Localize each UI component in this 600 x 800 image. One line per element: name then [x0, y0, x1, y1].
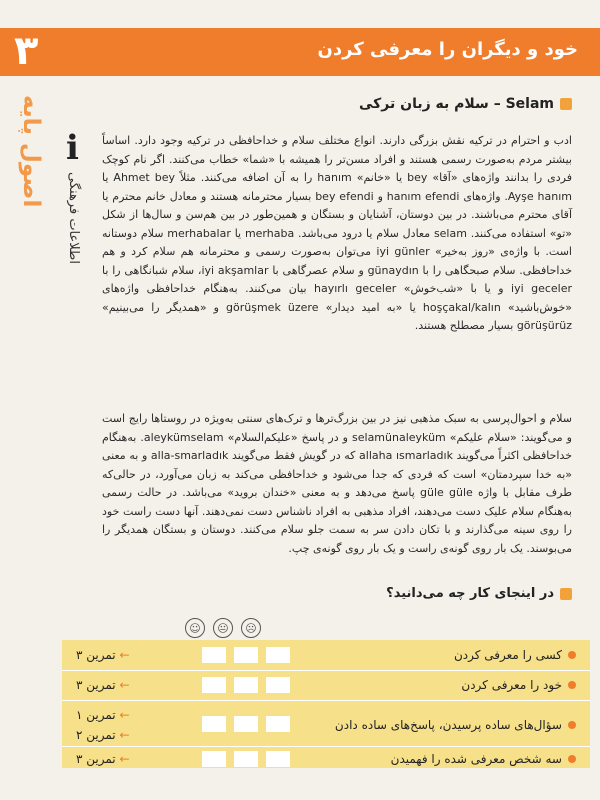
exercise-ref: ← تمرین ۳: [76, 648, 130, 662]
question-bullet-icon: [560, 588, 572, 600]
row-label: سؤال‌های ساده پرسیدن، پاسخ‌های ساده دادن: [335, 718, 576, 732]
arrow-left-icon: ←: [119, 728, 130, 742]
row-label: کسی را معرفی کردن: [454, 648, 576, 662]
row-label: خود را معرفی کردن: [461, 678, 576, 692]
chapter-title: خود و دیگران را معرفی کردن: [317, 39, 578, 60]
paragraph-2: سلام و احوال‌پرسی به سبک مذهبی نیز در بین بزرگ‌ترها و ترک‌های سنتی به‌ویژه در روستاها رایج است و می‌گویند: «سلام علیکم» selamünaleyküm و در پاسخ «علیکم‌السلام» aleykümselam. به‌هنگام خداحافظی اکثراً می‌گویند allaha ısmarladık که در گویش فقط می‌گویند alla-smarladık و به معنی «به خدا سپردمتان» است که فردی که جدا می‌شود و خداحافظی می‌کند به زبان می‌آورد، در حالی‌که طرف مقابل با واژه güle güle پاسخ می‌دهد و به معنی «خندان بروید» می‌باشد. در حالت رسمی به‌هنگام سلام علیک دست می‌دهند، افراد مذهبی به افراد ناشناس دست نمی‌دهند. آنها دست راست خود را روی سینه می‌گذارند و با تکان دادن سر به سمت جلو سلام می‌کنند. دوستان و بستگان همدیگر را می‌بوسند. یک بار روی گونه‌ی راست و یک بار روی گونه‌ی چپ.: [102, 412, 573, 555]
table-row: [62, 748, 590, 772]
arrow-left-icon: ←: [119, 678, 130, 692]
bullet-icon: [568, 651, 576, 659]
info-icon: i: [66, 128, 79, 168]
arrow-left-icon: ←: [119, 648, 130, 662]
exercise-ref: ← تمرین ۱: [76, 708, 130, 722]
rating-boxes[interactable]: [202, 751, 290, 767]
row-label: سه شخص معرفی شده را فهمیدن: [391, 752, 576, 766]
happy-face-icon: ☺: [185, 618, 205, 638]
arrow-left-icon: ←: [119, 752, 130, 766]
table-row: [62, 674, 590, 698]
sad-face-icon: ☹: [241, 618, 261, 638]
table-row: [62, 644, 590, 668]
paragraph-1: ادب و احترام در ترکیه نقش بزرگی دارند. انواع مختلف سلام و خداحافظی در ترکیه وجود دارد. اساساً بیشتر مردم به‌صورت رسمی هستند و افراد مسن‌تر را همیشه با «شما» خطاب می‌کنند. اگر نام کوچک فردی را بدانند واژه‌های «آقا» bey یا «خانم» hanım را به آن اضافه می‌کنند. مثلاً Ahmet bey یا Ayşe hanım. واژه‌های hanım efendi و bey efendi بسیار محترمانه هستند و معادل خانم محترم یا آقای محترم می‌باشند. در بین دوستان، آشنایان و بستگان و همین‌طور در بین هم‌سن و سال‌ها از شکل «تو» استفاده می‌کنند. selam معادل سلام یا درود می‌باشد. merhaba یا merhabalar سلام دوستانه است. با واژه‌ی «روز به‌خیر» iyi günler می‌توان به‌صورت رسمی و محترمانه هم سلام کرد و هم خداحافظی. سلام صبحگاهی را با günaydın و سلام عصرگاهی با iyi akşamlar، سلام شبانگاهی را با iyi geceler و یا با «شب‌خوش» hayırlı geceler بیان می‌کنند. به‌هنگام خداحافظی واژه‌های «خوش‌باشید» hoşçakal/kalın یا «به امید دیدار» görüşmek üzere و «همدیگر را می‌بینیم» görüşürüz بسیار مصطلح هستند.: [102, 134, 573, 332]
chapter-header: [0, 28, 600, 76]
section-bullet-icon: [560, 98, 572, 110]
question-text: در اینجای کار چه می‌دانید؟: [386, 586, 554, 601]
neutral-face-icon: 😐: [213, 618, 233, 638]
exercise-ref: ← تمرین ۳: [76, 678, 130, 692]
section-title: Selam – سلام به زبان ترکی: [359, 96, 554, 112]
table-row: [62, 724, 590, 748]
bullet-icon: [568, 681, 576, 689]
self-check-table: [62, 640, 590, 768]
rating-boxes[interactable]: [202, 677, 290, 693]
exercise-ref: ← تمرین ۲: [76, 728, 130, 742]
chapter-number: ۳: [14, 28, 39, 74]
exercise-ref: ← تمرین ۳: [76, 752, 130, 766]
section-heading: [359, 96, 572, 112]
sidebar-info-label: اطلاعات فرهنگی: [66, 172, 81, 264]
arrow-left-icon: ←: [119, 708, 130, 722]
rating-boxes[interactable]: [202, 647, 290, 663]
self-check-question: [386, 586, 572, 601]
bullet-icon: [568, 755, 576, 763]
self-assessment-faces: [185, 618, 261, 638]
sidebar-vertical-title: اصول پایه: [18, 95, 44, 208]
